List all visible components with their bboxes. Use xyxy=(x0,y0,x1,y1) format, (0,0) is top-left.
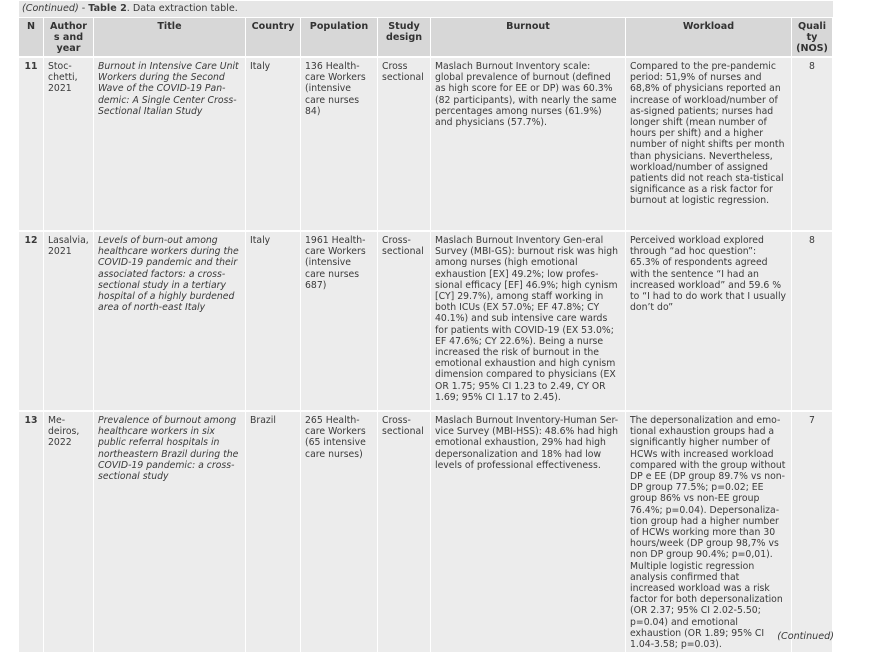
cell-burnout: Maslach Burnout Inventory scale: global prevalence of burnout (defined as high score for EE or DP) was 60.3% (82 participants), with nearly the same percentages among nurses (61.9%) and physicians (57.7%). xyxy=(431,58,626,232)
cell-title: Levels of burn-out among healthcare workers during the COVID-19 pandemic and their associated factors: a cross-sectional study in a tertiary hospital of a highly burdened area of north-east Italy xyxy=(94,232,246,412)
cell-authors: Lasalvia, 2021 xyxy=(44,232,94,412)
caption-continued: (Continued) xyxy=(22,3,79,14)
caption-separator: - xyxy=(78,3,89,14)
table-row xyxy=(19,58,833,232)
header-population: Population xyxy=(301,18,378,58)
cell-design: Cross sectional xyxy=(378,58,431,232)
cell-workload: Perceived workload explored through “ad hoc question”: 65.3% of respondents agreed with the sentence “I had an increased workload” and 59.6 % to “I had to do work that I usually don’t do” xyxy=(626,232,792,412)
data-extraction-table xyxy=(19,18,833,654)
cell-population: 1961 Health-care Workers (intensive care nurses 687) xyxy=(301,232,378,412)
footer-continued: (Continued) xyxy=(777,631,834,642)
header-design: Study design xyxy=(378,18,431,58)
cell-workload: The depersonalization and emo-tional exhaustion groups had a significantly higher number of HCWs with increased workload compared with the group without DP e EE (DP group 89.7% vs non-DP group 77.5%; p=0.02; EE group 86% vs non-EE group 76.4%; p=0.04). Depersonaliza-tion group had a higher number of HCWs working more than 30 hours/week (DP group 98,7% vs non DP group 90.4%; p=0,01). Multiple logistic regression analysis confirmed that increased workload was a risk factor for both depersonalization (OR 2.37; 95% CI 2.02-5.50; p=0.04) and emotional exhaustion (OR 1.89; 95% CI 1.04-3.58; p=0.03). xyxy=(626,412,792,654)
cell-quality: 8 xyxy=(792,232,833,412)
cell-burnout: Maslach Burnout Inventory-Human Ser-vice Survey (MBI-HSS): 48.6% had high emotional exhaustion, 29% had high depersonalization and 18% had low levels of professional effectiveness. xyxy=(431,412,626,654)
header-workload: Workload xyxy=(626,18,792,58)
header-quality: Quality (NOS) xyxy=(792,18,833,58)
table-row xyxy=(19,232,833,412)
cell-n: 13 xyxy=(19,412,44,654)
cell-country: Brazil xyxy=(246,412,301,654)
cell-n: 12 xyxy=(19,232,44,412)
cell-design: Cross-sectional xyxy=(378,232,431,412)
header-title: Title xyxy=(94,18,246,58)
cell-population: 136 Health-care Workers (intensive care nurses 84) xyxy=(301,58,378,232)
cell-n: 11 xyxy=(19,58,44,232)
cell-authors: Stoc-chetti, 2021 xyxy=(44,58,94,232)
cell-title: Prevalence of burnout among healthcare workers in six public referral hospitals in northeastern Brazil during the COVID-19 pandemic: a cross-sectional study xyxy=(94,412,246,654)
cell-burnout: Maslach Burnout Inventory Gen-eral Survey (MBI-GS): burnout risk was high among nurses (high emotional exhaustion [EX] 49.2%; low profes-sional efficacy [EF] 46.9%; high cynism [CY] 29.7%), among staff working in both ICUs (EX 57.0%; EF 47.8%; CY 40.1%) and sub intensive care wards for patients with COVID-19 (EX 53.0%; EF 47.6%; CY 22.6%). Being a nurse increased the risk of burnout in the emotional exhaustion and high cynism dimension compared to physicians (EX OR 1.75; 95% CI 1.23 to 2.49, CY OR 1.69; 95% CI 1.17 to 2.45). xyxy=(431,232,626,412)
header-country: Country xyxy=(246,18,301,58)
caption-text: . Data extraction table. xyxy=(126,3,238,14)
table-caption xyxy=(19,1,833,17)
table-row xyxy=(19,412,833,654)
cell-title: Burnout in Intensive Care Unit Workers during the Second Wave of the COVID-19 Pan-demic: A Single Center Cross-Sectional Italian Study xyxy=(94,58,246,232)
cell-authors: Me-deiros, 2022 xyxy=(44,412,94,654)
header-burnout: Burnout xyxy=(431,18,626,58)
cell-quality: 8 xyxy=(792,58,833,232)
header-n: N xyxy=(19,18,44,58)
cell-population: 265 Health-care Workers (65 intensive care nurses) xyxy=(301,412,378,654)
cell-quality: 7 xyxy=(792,412,833,654)
cell-design: Cross-sectional xyxy=(378,412,431,654)
header-row xyxy=(19,18,833,58)
cell-workload: Compared to the pre-pandemic period: 51,9% of nurses and 68,8% of physicians reported an increase of workload/number of as-signed patients; nurses had longer shift (mean number of hours per shift) and a higher number of night shifts per month than physicians. Nevertheless, workload/number of assigned patients did not reach sta-tistical significance as a risk factor for burnout at logistic regression. xyxy=(626,58,792,232)
caption-table-label: Table 2 xyxy=(88,3,127,14)
cell-country: Italy xyxy=(246,58,301,232)
header-authors: Authors and year xyxy=(44,18,94,58)
cell-country: Italy xyxy=(246,232,301,412)
